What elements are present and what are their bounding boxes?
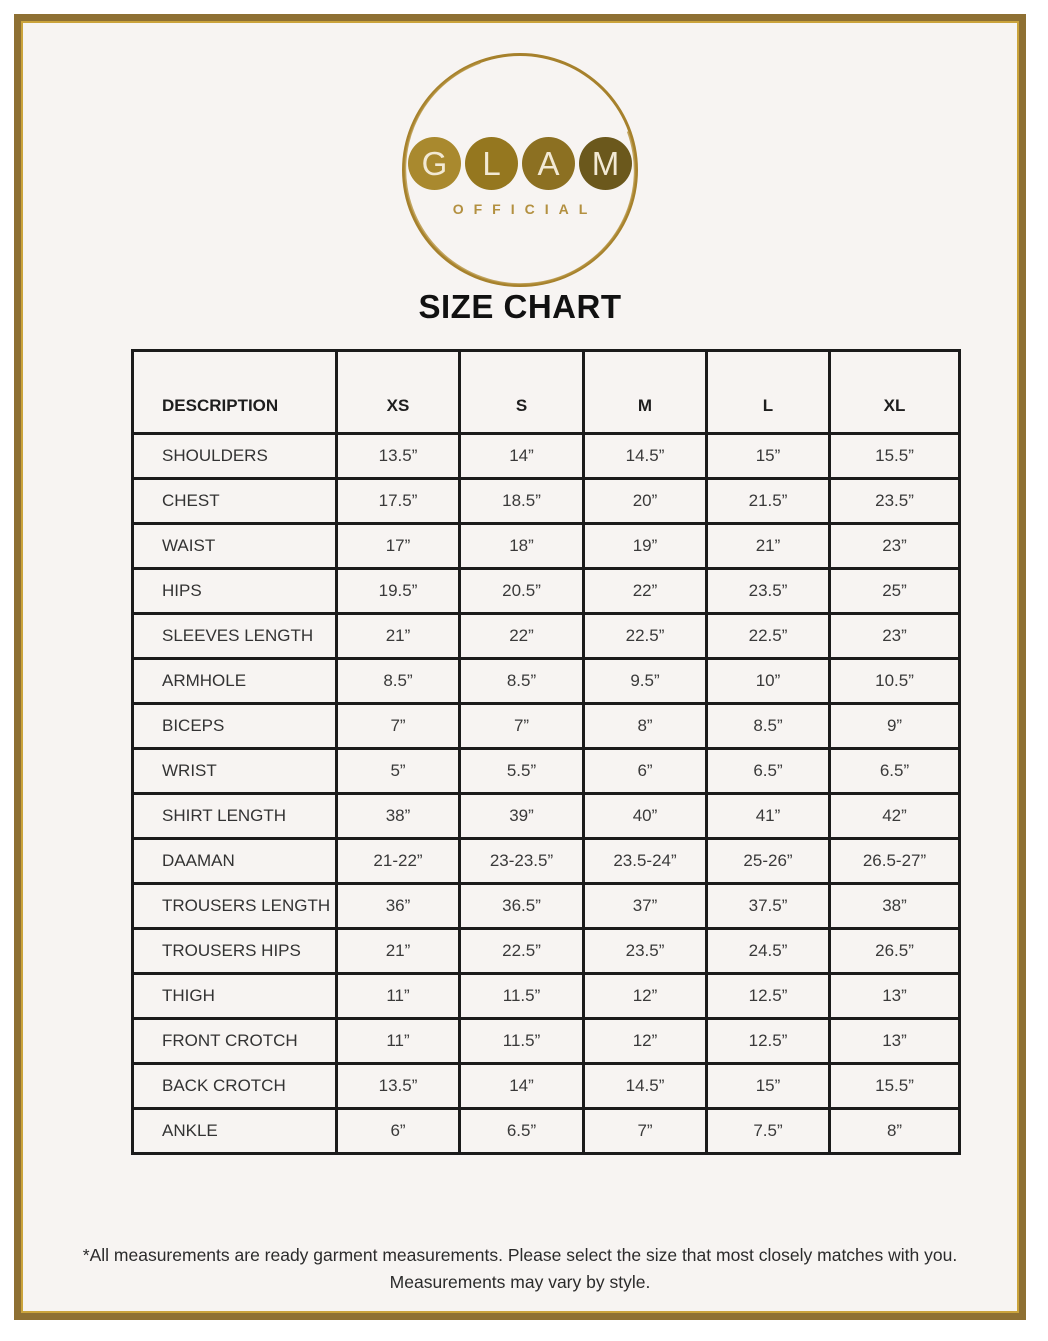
logo-letter-circle-a: A [522,137,575,190]
logo-letter-circle-g: G [408,137,461,190]
table-row [133,704,960,749]
row-label: SHOULDERS [133,434,337,479]
size-value-cell: 7” [337,704,460,749]
row-label: BICEPS [133,704,337,749]
size-value-cell: 25” [830,569,960,614]
size-value-cell: 26.5” [830,929,960,974]
size-value-cell: 22.5” [460,929,584,974]
footnote [21,1242,1019,1296]
row-label: BACK CROTCH [133,1064,337,1109]
size-value-cell: 38” [830,884,960,929]
row-label: SLEEVES LENGTH [133,614,337,659]
size-value-cell: 22.5” [707,614,830,659]
size-value-cell: 7” [460,704,584,749]
row-label: ARMHOLE [133,659,337,704]
table-row [133,839,960,884]
size-value-cell: 41” [707,794,830,839]
size-value-cell: 6.5” [707,749,830,794]
table-row [133,1064,960,1109]
size-value-cell: 40” [584,794,707,839]
size-value-cell: 24.5” [707,929,830,974]
size-value-cell: 25-26” [707,839,830,884]
row-label: WAIST [133,524,337,569]
size-value-cell: 37” [584,884,707,929]
size-value-cell: 11” [337,1019,460,1064]
size-value-cell: 17” [337,524,460,569]
size-value-cell: 12.5” [707,1019,830,1064]
size-value-cell: 36.5” [460,884,584,929]
row-label: CHEST [133,479,337,524]
size-value-cell: 7” [584,1109,707,1154]
size-value-cell: 8” [584,704,707,749]
size-value-cell: 8” [830,1109,960,1154]
size-value-cell: 21” [707,524,830,569]
table-row [133,1019,960,1064]
table-row [133,1109,960,1154]
size-value-cell: 11.5” [460,1019,584,1064]
size-value-cell: 22.5” [584,614,707,659]
size-value-cell: 39” [460,794,584,839]
size-value-cell: 42” [830,794,960,839]
row-label: ANKLE [133,1109,337,1154]
table-row [133,524,960,569]
column-header-description: DESCRIPTION [133,351,337,434]
size-value-cell: 19.5” [337,569,460,614]
size-value-cell: 9.5” [584,659,707,704]
size-value-cell: 23” [830,524,960,569]
size-value-cell: 5.5” [460,749,584,794]
table-row [133,569,960,614]
size-value-cell: 19” [584,524,707,569]
size-value-cell: 12.5” [707,974,830,1019]
logo-subtitle: OFFICIAL [452,201,598,217]
footnote-line-1: *All measurements are ready garment measurements. Please select the size that most closely matches with you. [82,1245,958,1265]
size-value-cell: 15.5” [830,434,960,479]
size-value-cell: 18” [460,524,584,569]
row-label: TROUSERS HIPS [133,929,337,974]
size-value-cell: 6” [337,1109,460,1154]
size-value-cell: 15” [707,434,830,479]
row-label: HIPS [133,569,337,614]
table-row [133,659,960,704]
size-chart-table [131,349,961,1155]
row-label: WRIST [133,749,337,794]
size-value-cell: 38” [337,794,460,839]
table-row [133,929,960,974]
size-value-cell: 8.5” [337,659,460,704]
size-value-cell: 21-22” [337,839,460,884]
row-label: SHIRT LENGTH [133,794,337,839]
size-value-cell: 6.5” [460,1109,584,1154]
size-value-cell: 13” [830,974,960,1019]
size-value-cell: 20.5” [460,569,584,614]
size-value-cell: 22” [584,569,707,614]
size-value-cell: 8.5” [707,704,830,749]
size-value-cell: 22” [460,614,584,659]
size-value-cell: 14.5” [584,434,707,479]
size-value-cell: 6” [584,749,707,794]
column-header-s: S [460,351,584,434]
size-value-cell: 21” [337,614,460,659]
size-value-cell: 20” [584,479,707,524]
table-row [133,884,960,929]
size-value-cell: 12” [584,974,707,1019]
size-value-cell: 14” [460,434,584,479]
size-value-cell: 23.5” [707,569,830,614]
column-header-l: L [707,351,830,434]
size-value-cell: 10” [707,659,830,704]
row-label: FRONT CROTCH [133,1019,337,1064]
size-value-cell: 17.5” [337,479,460,524]
table-row [133,434,960,479]
row-label: DAAMAN [133,839,337,884]
table-row [133,794,960,839]
size-value-cell: 8.5” [460,659,584,704]
page-title: SIZE CHART [418,288,622,325]
logo-letters [408,137,632,190]
size-value-cell: 18.5” [460,479,584,524]
table-row [133,974,960,1019]
size-value-cell: 14” [460,1064,584,1109]
row-label: TROUSERS LENGTH [133,884,337,929]
footnote-line-2: Measurements may vary by style. [389,1272,651,1293]
size-value-cell: 23.5-24” [584,839,707,884]
size-value-cell: 21” [337,929,460,974]
brand-logo [402,53,638,287]
size-value-cell: 14.5” [584,1064,707,1109]
size-value-cell: 23” [830,614,960,659]
row-label: THIGH [133,974,337,1019]
size-value-cell: 26.5-27” [830,839,960,884]
table-row [133,614,960,659]
column-header-m: M [584,351,707,434]
size-value-cell: 11.5” [460,974,584,1019]
size-value-cell: 15.5” [830,1064,960,1109]
size-value-cell: 9” [830,704,960,749]
table-row [133,749,960,794]
table-row [133,479,960,524]
size-value-cell: 13” [830,1019,960,1064]
size-value-cell: 10.5” [830,659,960,704]
size-value-cell: 13.5” [337,434,460,479]
size-value-cell: 13.5” [337,1064,460,1109]
size-value-cell: 36” [337,884,460,929]
size-value-cell: 37.5” [707,884,830,929]
logo-letter-circle-m: M [579,137,632,190]
size-value-cell: 23-23.5” [460,839,584,884]
size-value-cell: 7.5” [707,1109,830,1154]
size-value-cell: 6.5” [830,749,960,794]
table-header-row [133,351,960,434]
logo-letter-circle-l: L [465,137,518,190]
size-value-cell: 23.5” [584,929,707,974]
size-value-cell: 15” [707,1064,830,1109]
size-value-cell: 12” [584,1019,707,1064]
column-header-xl: XL [830,351,960,434]
size-value-cell: 21.5” [707,479,830,524]
size-value-cell: 23.5” [830,479,960,524]
size-value-cell: 11” [337,974,460,1019]
decorative-border-frame [14,14,1026,1320]
column-header-xs: XS [337,351,460,434]
size-value-cell: 5” [337,749,460,794]
